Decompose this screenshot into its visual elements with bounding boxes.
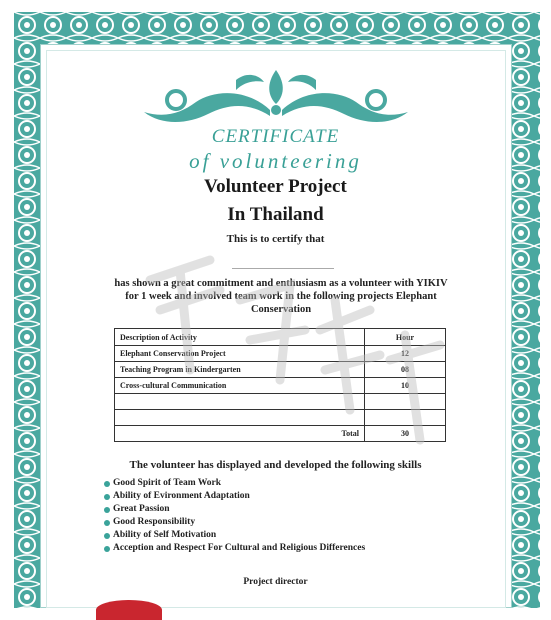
commendation-line-2: for 1 week and involved team work in the following projects Elephant [125,291,437,302]
hour-cell: 08 [365,362,446,378]
commendation-text [96,277,466,316]
table-row [115,378,446,394]
commendation-line-1: has shown a great commitment and enthusiasm as a volunteer with YIKIV [114,278,448,289]
bullet-icon [104,520,110,526]
activity-cell: Elephant Conservation Project [115,346,365,362]
hour-cell: 10 [365,378,446,394]
bullet-icon [104,507,110,513]
total-value: 30 [365,426,446,442]
list-item [104,542,365,555]
activity-cell [115,394,365,410]
total-label: Total [115,426,365,442]
table-row [115,346,446,362]
list-item [104,477,365,490]
table-row [115,394,446,410]
list-item [104,529,365,542]
hour-header: Hour [365,329,446,346]
table-row [115,362,446,378]
skill-label: Good Responsibility [113,517,196,527]
bullet-icon [104,494,110,500]
activity-cell: Cross-cultural Communication [115,378,365,394]
skill-label: Great Passion [113,504,170,514]
activity-cell: Teaching Program in Kindergarten [115,362,365,378]
skill-label: Good Spirit of Team Work [113,478,222,488]
table-header-row [115,329,446,346]
activity-cell [115,410,365,426]
name-line [232,268,334,269]
certify-text: This is to certify that [226,233,325,245]
floral-ornament-icon [136,66,416,130]
hour-cell: 12 [365,346,446,362]
list-item [104,490,365,503]
commendation-line-3: Conservation [250,304,312,315]
table-row [115,410,446,426]
certificate-subtitle: of volunteering [189,149,362,173]
list-item [104,503,365,516]
skill-label: Ability of Evironment Adaptation [113,491,250,501]
bullet-icon [104,481,110,487]
list-item [104,516,365,529]
bullet-icon [104,546,110,552]
skills-list [104,477,365,555]
skill-label: Ability of Self Motivation [113,530,217,540]
skill-label: Acception and Respect For Cultural and Religious Differences [113,543,366,553]
activity-header: Description of Activity [115,329,365,346]
hour-cell [365,410,446,426]
seal-stamp-icon [96,600,162,620]
project-title-line2: In Thailand [227,204,324,225]
project-title-line1: Volunteer Project [204,176,347,197]
skills-heading: The volunteer has displayed and developed the following skills [129,459,422,471]
hour-cell [365,394,446,410]
table-total-row [115,426,446,442]
activities-table [114,328,446,442]
certificate-title: CERTIFICATE [211,126,340,147]
signature-label: Project director [243,577,308,587]
bullet-icon [104,533,110,539]
